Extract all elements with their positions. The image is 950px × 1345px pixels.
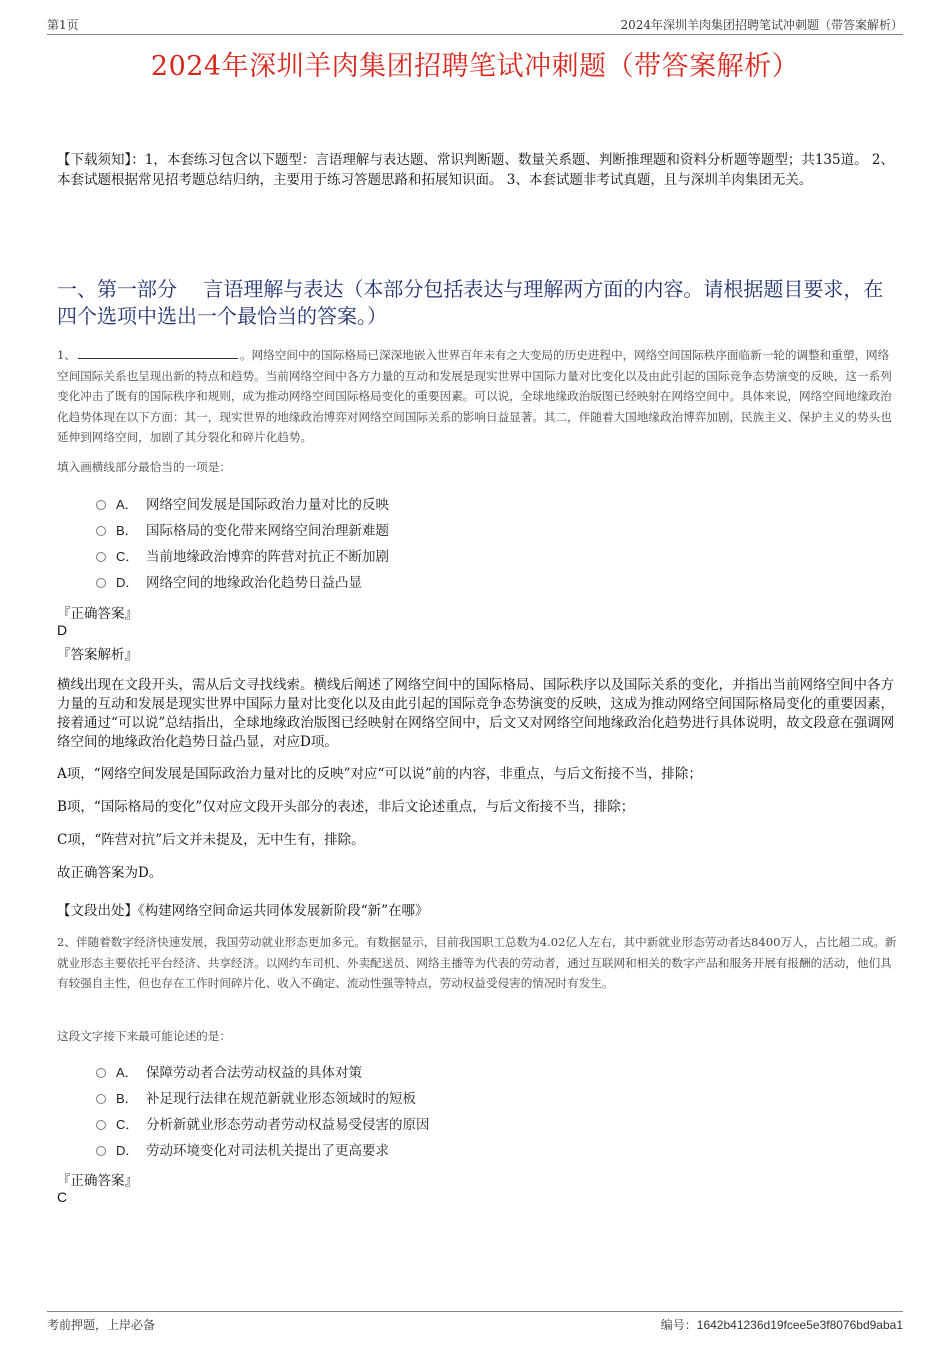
radio-icon[interactable]: [96, 526, 106, 536]
radio-icon[interactable]: [96, 500, 106, 510]
analysis-option-a: A项，“网络空间发展是国际政治力量对比的反映”对应“可以说”前的内容，非重点，与后文衔接不当，排除；: [57, 766, 702, 782]
question-1-prompt: 填入画横线部分最恰当的一项是：: [57, 460, 231, 474]
analysis-option-c: C项，“阵营对抗”后文并未提及，无中生有，排除。: [57, 832, 365, 848]
download-notice: 【下载须知】：1，本套练习包含以下题型：言语理解与表达题、常识判断题、数量关系题、判断推理题和资料分析题等题型；共135道。 2、本套试题根据常见招考题总结归纳，主要用于练习答题思路和拓展知识面。 3、本套试题非考试真题，且与深圳羊肉集团无关。: [57, 152, 894, 188]
fill-blank-line: [78, 345, 238, 359]
question-1-number: 1、: [57, 348, 76, 362]
option-c[interactable]: C． 分析新就业形态劳动者劳动权益易受侵害的原因: [96, 1112, 430, 1138]
option-b[interactable]: B． 补足现行法律在规范新就业形态领域时的短板: [96, 1086, 430, 1112]
page-footer: [47, 1311, 903, 1336]
footer-slogan: 考前押题，上岸必备: [47, 1318, 156, 1332]
question-2: 2、伴随着数字经济快速发展，我国劳动就业形态更加多元。有数据显示，目前我国职工总数为4.02亿人左右，其中新就业形态劳动者达8400万人，占比超二成。新就业形态主要依托平台经济、共享经济。以网约车司机、外卖配送员、网络主播等为代表的劳动者，通过互联网和相关的数字产品和服务开展有报酬的活动，他们具有较强自主性，但也存在工作时间碎片化、收入不确定、流动性强等特点，劳动权益受侵害的情况时有发生。: [57, 935, 897, 990]
option-d[interactable]: D． 网络空间的地缘政治化趋势日益凸显: [96, 570, 389, 596]
answer-label: 『正确答案』: [57, 606, 138, 622]
analysis-paragraph: 横线出现在文段开头，需从后文寻找线索。横线后阐述了网络空间中的国际格局、国际秩序以及国际关系的变化，并指出当前网络空间中各方力量的互动和发展是现实世界中国际力量对比变化以及由此引起的国际竞争态势演变的反映，这成为推动网络空间国际格局变化的重要因素，接着通过“可以说”总结指出，全球地缘政治版图已经映射在网络空间中，后文又对网络空间地缘政治化趋势进行具体说明，故文段意在强调网络空间的地缘政治化趋势日益凸显，对应D项。: [57, 677, 895, 750]
analysis-label: 『答案解析』: [57, 647, 138, 663]
option-a[interactable]: A． 保障劳动者合法劳动权益的具体对策: [96, 1060, 430, 1086]
footer-code: 编号：1642b41236d19fcee5e3f8076bd9aba1: [660, 1318, 903, 1332]
section-heading: 一、第一部分 言语理解与表达（本部分包括表达与理解两方面的内容。请根据题目要求，在四个选项中选出一个最恰当的答案。）: [57, 277, 884, 328]
radio-icon[interactable]: [96, 1094, 106, 1104]
analysis-option-b: B项，“国际格局的变化”仅对应文段开头部分的表述，非后文论述重点，与后文衔接不当，排除；: [57, 799, 635, 815]
question-2-options: [96, 1060, 430, 1164]
option-c[interactable]: C． 当前地缘政治博弈的阵营对抗正不断加剧: [96, 544, 389, 570]
question-1-options: [96, 492, 389, 596]
header-doc-title: 2024年深圳羊肉集团招聘笔试冲刺题（带答案解析）: [620, 18, 903, 32]
radio-icon[interactable]: [96, 1120, 106, 1130]
option-b[interactable]: B． 国际格局的变化带来网络空间治理新难题: [96, 518, 389, 544]
page-number: 第1页: [47, 18, 79, 32]
page-header: [47, 14, 903, 35]
question-2-prompt: 这段文字接下来最可能论述的是：: [57, 1029, 231, 1043]
source-citation: 【文段出处】《构建网络空间命运共同体发展新阶段“新”在哪》: [57, 903, 429, 919]
radio-icon[interactable]: [96, 1146, 106, 1156]
option-d[interactable]: D． 劳动环境变化对司法机关提出了更高要求: [96, 1138, 430, 1164]
analysis-conclusion: 故正确答案为D。: [57, 865, 163, 881]
answer-label: 『正确答案』: [57, 1173, 138, 1189]
answer-value: C: [57, 1189, 68, 1205]
radio-icon[interactable]: [96, 578, 106, 588]
question-1: [57, 345, 897, 448]
answer-value: D: [57, 622, 68, 638]
page-title: 2024年深圳羊肉集团招聘笔试冲刺题（带答案解析）: [150, 51, 800, 82]
option-a[interactable]: A． 网络空间发展是国际政治力量对比的反映: [96, 492, 389, 518]
radio-icon[interactable]: [96, 552, 106, 562]
question-1-text: 。网络空间中的国际格局已深深地嵌入世界百年未有之大变局的历史进程中，网络空间国际秩序面临新一轮的调整和重塑，网络空间国际关系也呈现出新的特点和趋势。当前网络空间中各方力量的互动和发展是现实世界中国际力量对比变化以及由此引起的国际竞争态势演变的反映，这一系列变化冲击了既有的国际秩序和规则，成为推动网络空间国际格局变化的重要因素。可以说，全球地缘政治版图已经映射在网络空间中。具体来说，网络空间地缘政治化趋势体现在以下方面：其一，现实世界的地缘政治博弈对网络空间国际关系的影响日益显著。其二，伴随着大国地缘政治博弈加剧，民族主义、保护主义的势头也延伸到网络空间，加剧了其分裂化和碎片化趋势。: [57, 348, 892, 444]
radio-icon[interactable]: [96, 1068, 106, 1078]
